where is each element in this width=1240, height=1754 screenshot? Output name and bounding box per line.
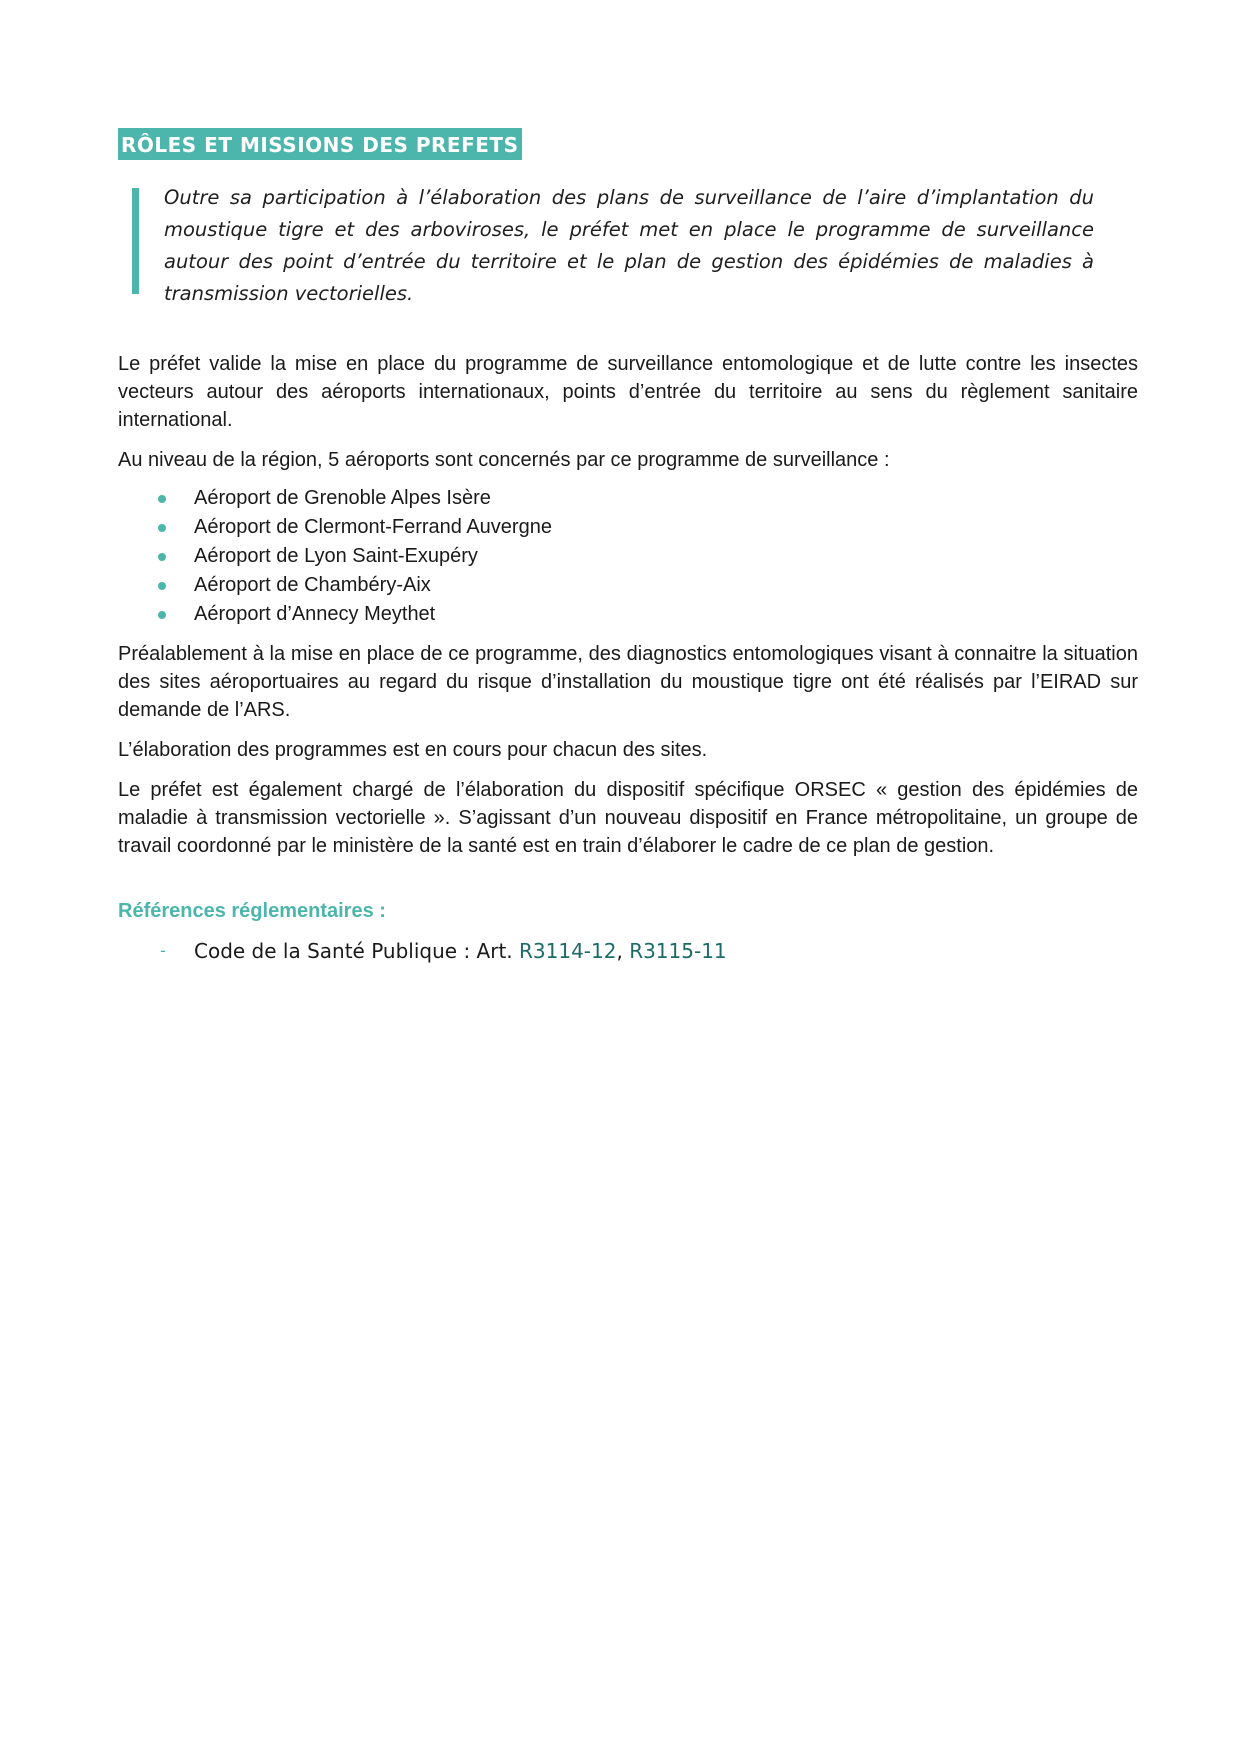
bullet-icon xyxy=(158,524,166,532)
dash-icon: - xyxy=(160,941,166,960)
reference-item xyxy=(118,937,1138,965)
paragraph-surveillance-programme: Le préfet valide la mise en place du programme de surveillance entomologique et de lutte contre les insectes vecteurs autour des aéroports internationaux, points d’entrée du territoire au sens du règlement sanitaire international. xyxy=(118,353,1138,431)
bullet-icon xyxy=(158,495,166,503)
paragraph-diagnostics: Préalablement à la mise en place de ce programme, des diagnostics entomologiques visant à connaitre la situation des sites aéroportuaires au regard du risque d’installation du moustique tigre ont été réalisés par l’EIRAD sur demande de l’ARS. xyxy=(118,643,1138,721)
list-item xyxy=(118,600,1138,629)
document-page xyxy=(118,128,1138,965)
paragraph-programmes-status: L’élaboration des programmes est en cours pour chacun des sites. xyxy=(118,739,708,761)
airport-list xyxy=(118,484,1138,629)
reference-link-r3115-11[interactable]: R3115-11 xyxy=(629,939,727,963)
paragraph-orsec: Le préfet est également chargé de l’élaboration du dispositif spécifique ORSEC « gestion des épidémies de maladie à transmission vectorielle ». S’agissant d’un nouveau dispositif en France métropolitaine, un groupe de travail coordonné par le ministère de la santé est en train d’élaborer le cadre de ce plan de gestion. xyxy=(118,779,1138,857)
callout-text: Outre sa participation à l’élaboration des plans de surveillance de l’aire d’implantation du moustique tigre et des arboviroses, le préfet met en place le programme de surveillance autour des point d’entrée du territoire et le plan de gestion des épidémies de maladies à transmission vectorielles. xyxy=(164,186,1094,305)
reference-separator: , xyxy=(616,939,630,963)
list-item xyxy=(118,571,1138,600)
paragraph-airports-intro: Au niveau de la région, 5 aéroports sont concernés par ce programme de surveillance : xyxy=(118,449,890,471)
list-item xyxy=(118,542,1138,571)
airport-name: Aéroport de Chambéry-Aix xyxy=(194,574,431,596)
section-title: RÔLES ET MISSIONS DES PREFETS xyxy=(118,128,522,160)
airport-name: Aéroport de Lyon Saint-Exupéry xyxy=(194,545,478,567)
callout-accent-bar xyxy=(132,188,139,294)
callout-box xyxy=(132,182,1094,310)
references-title: Références réglementaires : xyxy=(118,900,386,922)
airport-name: Aéroport de Clermont-Ferrand Auvergne xyxy=(194,516,552,538)
reference-link-r3114-12[interactable]: R3114-12 xyxy=(519,939,617,963)
bullet-icon xyxy=(158,611,166,619)
airport-name: Aéroport d’Annecy Meythet xyxy=(194,603,436,625)
bullet-icon xyxy=(158,553,166,561)
list-item xyxy=(118,513,1138,542)
reference-prefix: Code de la Santé Publique : Art. xyxy=(194,939,519,963)
list-item xyxy=(118,484,1138,513)
airport-name: Aéroport de Grenoble Alpes Isère xyxy=(194,487,491,509)
bullet-icon xyxy=(158,582,166,590)
